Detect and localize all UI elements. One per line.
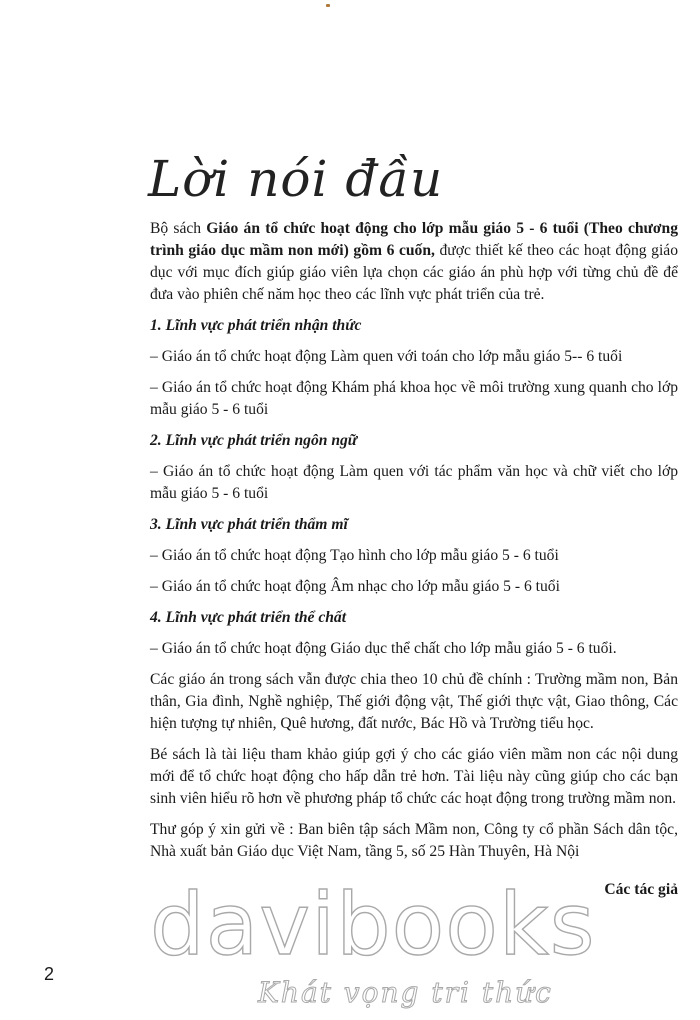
section-heading: 2. Lĩnh vực phát triển ngôn ngữ (150, 432, 358, 449)
section-item: – Giáo án tổ chức hoạt động Giáo dục thể chất cho lớp mẫu giáo 5 - 6 tuổi. (150, 640, 617, 657)
page-title: Lời nói đầu (148, 150, 444, 208)
ink-speck (326, 4, 330, 7)
preface-body (150, 218, 678, 910)
section-item: – Giáo án tổ chức hoạt động Làm quen với tác phẩm văn học và chữ viết cho lớp mẫu giáo 5 - 6 tuổi (150, 463, 678, 502)
intro-book-title: Giáo án tổ chức hoạt động cho lớp mẫu giáo 5 - 6 tuổi (Theo chương trình giáo dục mầm non mới) gồm 6 cuốn, (150, 220, 679, 259)
section-item: – Giáo án tổ chức hoạt động Âm nhạc cho lớp mẫu giáo 5 - 6 tuổi (150, 578, 560, 595)
watermark-brand: davibooks (150, 875, 596, 975)
purpose-paragraph: Bé sách là tài liệu tham khảo giúp gợi ý cho các giáo viên mầm non các nội dung mới để tổ chức hoạt động cho hấp dẫn trẻ hơn. Tài liệu này cũng giúp cho các bạn sinh viên hiểu rõ hơn về phương pháp tổ chức các hoạt động trong trường mầm non. (150, 746, 678, 807)
section-heading: 1. Lĩnh vực phát triển nhận thức (150, 317, 362, 334)
intro-prefix: Bộ sách (150, 220, 207, 237)
intro-suffix: được thiết kế theo các hoạt động giáo dục với mục đích giúp giáo viên lựa chọn các giáo án phù hợp với từng chủ đề để đưa vào phiên chế năm học theo các lĩnh vực phát triển của trẻ. (150, 242, 678, 303)
section-item: – Giáo án tổ chức hoạt động Khám phá khoa học về môi trường xung quanh cho lớp mẫu giáo 5 - 6 tuổi (150, 379, 678, 418)
section-item: – Giáo án tổ chức hoạt động Làm quen với toán cho lớp mẫu giáo 5-- 6 tuổi (150, 348, 623, 365)
section-heading: 3. Lĩnh vực phát triển thẩm mĩ (150, 516, 348, 533)
section-heading: 4. Lĩnh vực phát triển thể chất (150, 609, 347, 626)
signature: Các tác giả (604, 881, 678, 898)
contact-paragraph: Thư góp ý xin gửi về : Ban biên tập sách Mầm non, Công ty cổ phần Sách dân tộc, Nhà xuất bản Giáo dục Việt Nam, tầng 5, số 25 Hàn Thuyên, Hà Nội (150, 821, 678, 860)
page-number: 2 (44, 964, 55, 984)
section-item: – Giáo án tổ chức hoạt động Tạo hình cho lớp mẫu giáo 5 - 6 tuổi (150, 547, 559, 564)
watermark-tagline: Khát vọng tri thức (258, 976, 553, 1009)
topics-paragraph: Các giáo án trong sách vẫn được chia theo 10 chủ đề chính : Trường mầm non, Bản thân, Gia đình, Nghề nghiệp, Thế giới động vật, Thế giới thực vật, Giao thông, Các hiện tượng tự nhiên, Quê hương, đất nước, Bác Hồ và Trường tiểu học. (150, 671, 678, 732)
intro-paragraph (150, 218, 678, 306)
